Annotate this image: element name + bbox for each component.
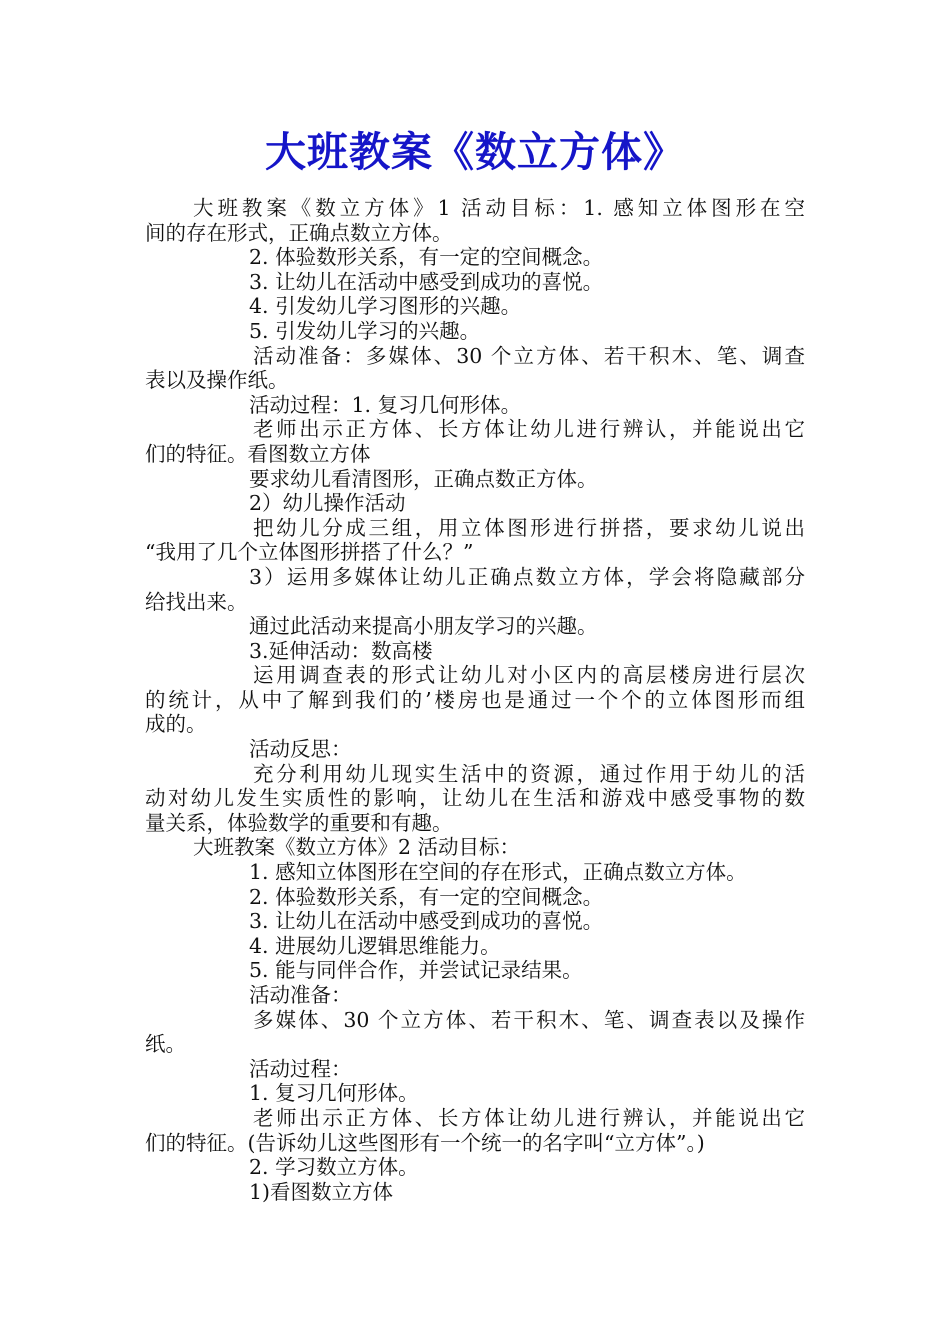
text-line: 大班教案《数立方体》2 活动目标： xyxy=(193,835,521,860)
text-line: 2. 学习数立方体。 xyxy=(249,1155,419,1180)
text-line: 3.延伸活动：数高楼 xyxy=(249,638,433,663)
text-line: 把幼儿分成三组，用立体图形进行拼搭，要求幼儿说出 xyxy=(253,515,805,540)
text-line: 1)看图数立方体 xyxy=(249,1179,394,1204)
text-line: 的统计，从中了解到我们的’楼房也是通过一个个的立体图形而组 xyxy=(145,687,805,712)
text-line: 2. 体验数形关系，有一定的空间概念。 xyxy=(249,245,604,270)
text-line: 活动过程：1. 复习几何形体。 xyxy=(249,392,522,417)
text-line: 5. 引发幼儿学习的兴趣。 xyxy=(249,318,481,343)
text-line: 3）运用多媒体让幼儿正确点数立方体，学会将隐藏部分 xyxy=(249,564,805,589)
text-line: 纸。 xyxy=(145,1032,186,1057)
document-title: 大班教案《数立方体》 xyxy=(265,128,685,176)
text-line: 5. 能与同伴合作，并尝试记录结果。 xyxy=(249,958,583,983)
text-line: 通过此活动来提高小朋友学习的兴趣。 xyxy=(249,614,598,639)
text-line: 充分利用幼儿现实生活中的资源，通过作用于幼儿的活 xyxy=(253,761,805,786)
text-line: 4. 引发幼儿学习图形的兴趣。 xyxy=(249,294,522,319)
text-line: 活动准备：多媒体、30 个立方体、若干积木、笔、调查 xyxy=(253,343,805,368)
text-line: 1. 感知立体图形在空间的存在形式，正确点数立方体。 xyxy=(249,860,747,885)
text-line: 要求幼儿看清图形，正确点数正方体。 xyxy=(249,466,598,491)
text-line: 3. 让幼儿在活动中感受到成功的喜悦。 xyxy=(249,909,604,934)
text-line: 4. 进展幼儿逻辑思维能力。 xyxy=(249,933,501,958)
text-line: 1. 复习几何形体。 xyxy=(249,1081,419,1106)
text-line: 给找出来。 xyxy=(145,589,248,614)
text-line: 老师出示正方体、长方体让幼儿进行辨认，并能说出它 xyxy=(253,417,805,442)
text-line: 活动反思： xyxy=(249,737,352,762)
text-line: 成的。 xyxy=(145,712,207,737)
text-line: 2）幼儿操作活动 xyxy=(249,491,406,516)
document-body xyxy=(145,196,805,1204)
text-line: 老师出示正方体、长方体让幼儿进行辨认，并能说出它 xyxy=(253,1105,805,1130)
text-line: 活动准备： xyxy=(249,983,352,1007)
text-line: 量关系，体验数学的重要和有趣。 xyxy=(145,810,453,835)
text-line: 2. 体验数形关系，有一定的空间概念。 xyxy=(249,884,604,909)
text-line: 大班教案《数立方体》1 活动目标：1. 感知立体图形在空 xyxy=(193,196,805,220)
text-line: 活动过程： xyxy=(249,1056,352,1081)
text-line: “我用了几个立体图形拼搭了什么？” xyxy=(145,540,474,565)
text-line: 多媒体、30 个立方体、若干积木、笔、调查表以及操作 xyxy=(253,1007,805,1032)
text-line: 运用调查表的形式让幼儿对小区内的高层楼房进行层次 xyxy=(253,663,805,688)
text-line: 间的存在形式，正确点数立方体。 xyxy=(145,220,453,245)
text-line: 们的特征。(告诉幼儿这些图形有一个统一的名字叫“立方体”。) xyxy=(145,1130,705,1155)
text-line: 3. 让幼儿在活动中感受到成功的喜悦。 xyxy=(249,269,604,294)
text-line: 动对幼儿发生实质性的影响，让幼儿在生活和游戏中感受事物的数 xyxy=(145,786,805,811)
text-line: 表以及操作纸。 xyxy=(145,368,289,393)
text-line: 们的特征。看图数立方体 xyxy=(145,441,371,466)
